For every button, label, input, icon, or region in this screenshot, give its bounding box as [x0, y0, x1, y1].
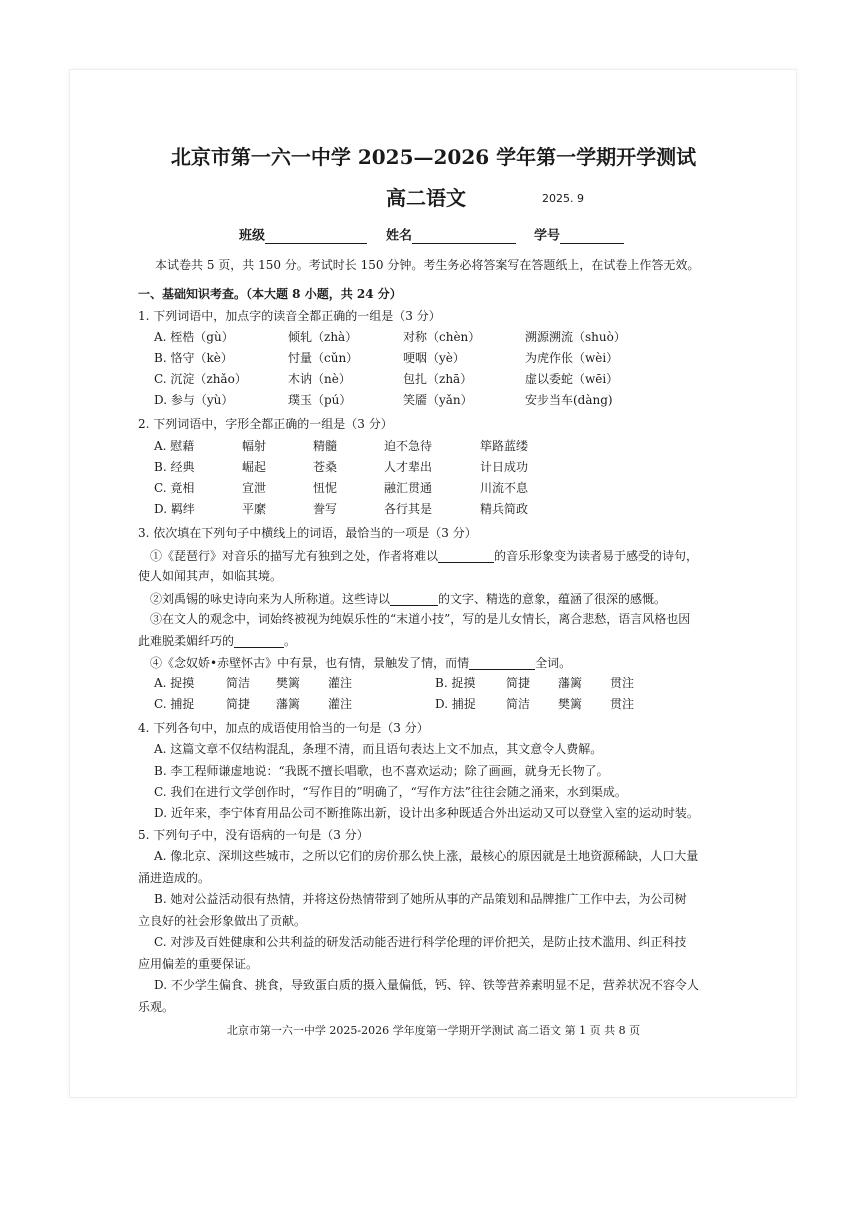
- q3-b-2: 简捷: [506, 676, 531, 690]
- q2-c-4: 融汇贯通: [384, 481, 433, 495]
- student-id-field: [534, 229, 624, 244]
- q5-option-d-cont: 乐观。: [138, 1000, 175, 1014]
- section-heading: 一、基础知识考查。（本大题 8 小题，共 24 分）: [138, 287, 402, 301]
- q2-d-5: 精兵简政: [480, 502, 529, 516]
- q5-option-a: A. 像北京、深圳这些城市，之所以它们的房价那么快上涨，最核心的原因就是土地资源稀缺，人口大量: [154, 849, 699, 863]
- q2-b-5: 计日成功: [480, 460, 529, 474]
- q1-a-4: 溯源溯流（shuò）: [525, 330, 626, 344]
- q3-d-3: 樊篱: [558, 697, 583, 711]
- q2-d-4: 各行其是: [384, 502, 433, 516]
- q5-option-a-cont: 涌进造成的。: [138, 871, 211, 885]
- q2-a-1: A. 慰藉: [154, 439, 195, 453]
- q3-a-3: 樊篱: [276, 676, 301, 690]
- q4-option-c: C. 我们在进行文学创作时，“写作目的”明确了，“写作方法”往往会随之涌来，水到渠成。: [154, 785, 627, 799]
- q2-c-3: 忸怩: [313, 481, 338, 495]
- q2-c-1: C. 竟相: [154, 481, 195, 495]
- subject-title: 高二语文: [386, 186, 466, 210]
- page-footer: 北京市第一六一中学 2025-2026 学年度第一学期开学测试 高二语文 第 1 页 共 8 页: [226, 1024, 641, 1037]
- q1-c-1: C. 沉淀（zhǎo）: [154, 372, 247, 386]
- q2-b-2: 崛起: [242, 460, 267, 474]
- class-label: 班级: [239, 228, 266, 244]
- q1-d-4: 安步当车(dàng): [525, 393, 613, 407]
- q2-b-4: 人才辈出: [384, 460, 433, 474]
- q5-stem: 5. 下列句子中，没有语病的一句是（3 分）: [138, 828, 369, 842]
- q1-stem: 1. 下列词语中，加点字的读音全都正确的一组是（3 分）: [138, 309, 441, 323]
- q5-option-b-cont: 立良好的社会形象做出了贡献。: [138, 914, 307, 928]
- q1-a-3: 对称（chèn）: [403, 330, 481, 344]
- id-label: 学号: [534, 228, 561, 244]
- instructions: 本试卷共 5 页，共 150 分。考试时长 150 分钟。考生务必将答案写在答题纸上，在试卷上作答无效。: [155, 258, 700, 272]
- q3-sentence-1-cont: 使人如闻其声，如临其境。: [138, 569, 283, 583]
- q2-c-5: 川流不息: [480, 481, 529, 495]
- q1-a-2: 倾轧（zhà）: [288, 330, 358, 344]
- q5-option-c: C. 对涉及百姓健康和公共利益的研发活动能否进行科学伦理的评价把关，是防止技术滥用、纠正科技: [154, 935, 687, 949]
- q3-c-1: C. 捕捉: [154, 697, 195, 711]
- id-blank[interactable]: [560, 229, 624, 244]
- q2-a-2: 幅射: [242, 439, 267, 453]
- q3-c-3: 藩篱: [276, 697, 301, 711]
- q3-c-2: 简捷: [226, 697, 251, 711]
- q1-d-1: D. 参与（yù）: [154, 393, 234, 407]
- q3-c-4: 灌注: [328, 697, 353, 711]
- q3-d-4: 贯注: [610, 697, 635, 711]
- name-blank[interactable]: [412, 229, 516, 244]
- name-label: 姓名: [386, 228, 413, 244]
- q3-sentence-1: ①《琵琶行》对音乐的描写尤有独到之处，作者将难以 的音乐形象变为读者易于感受的诗句，: [150, 548, 699, 563]
- q2-d-2: 平縻: [242, 502, 267, 516]
- q5-option-d: D. 不少学生偏食、挑食，导致蛋白质的摄入量偏低，钙、锌、铁等营养素明显不足，营养状况不容令人: [154, 978, 699, 992]
- q3-blank-4[interactable]: [469, 656, 535, 670]
- class-blank[interactable]: [265, 229, 367, 244]
- q3-blank-2[interactable]: [390, 592, 438, 606]
- q3-d-2: 简洁: [506, 697, 531, 711]
- q3-a-1: A. 捉摸: [154, 676, 195, 690]
- q1-c-2: 木讷（nè）: [288, 372, 351, 386]
- q2-c-2: 宣泄: [242, 481, 267, 495]
- q3-a-2: 简洁: [226, 676, 251, 690]
- q2-a-4: 迫不急待: [384, 439, 433, 453]
- q1-c-4: 虚以委蛇（wēi）: [525, 372, 619, 386]
- q4-option-b: B. 李工程师谦虚地说：“我既不擅长唱歌，也不喜欢运动；除了画画，就身无长物了。: [154, 764, 609, 778]
- q1-c-3: 包扎（zhā）: [403, 372, 473, 386]
- q3-sentence-3: ③在文人的观念中，词始终被视为纯娱乐性的“末道小技”，写的是儿女情长，离合悲愁，语言风格也因: [150, 612, 691, 626]
- q4-option-d: D. 近年来，李宁体育用品公司不断推陈出新，设计出多种既适合外出运动又可以登堂入室的运动时装。: [154, 806, 699, 820]
- q1-b-3: 哽咽（yè）: [403, 351, 465, 365]
- q5-option-c-cont: 应用偏差的重要保证。: [138, 957, 259, 971]
- q4-stem: 4. 下列各句中，加点的成语使用恰当的一句是（3 分）: [138, 721, 429, 735]
- q3-blank-3[interactable]: [234, 634, 284, 648]
- class-field: [239, 229, 367, 244]
- q2-a-5: 筚路蓝缕: [480, 439, 529, 453]
- q2-d-3: 誊写: [313, 502, 338, 516]
- q3-blank-1[interactable]: [438, 549, 494, 563]
- name-field: [386, 229, 516, 244]
- q3-sentence-4: ④《念奴娇•赤壁怀古》中有景，也有情，景触发了情，而情 全词。: [150, 655, 572, 670]
- q1-b-4: 为虎作伥（wèi）: [525, 351, 619, 365]
- q1-b-2: 忖量（cǔn）: [288, 351, 359, 365]
- q3-a-4: 灌注: [328, 676, 353, 690]
- q5-option-b: B. 她对公益活动很有热情，并将这份热情带到了她所从事的产品策划和品牌推广工作中去，为公司树: [154, 892, 687, 906]
- q3-b-3: 藩篱: [558, 676, 583, 690]
- q1-a-1: A. 桎梏（gù）: [154, 330, 234, 344]
- q3-sentence-3-cont: 此难脱柔媚纤巧的 。: [138, 633, 297, 648]
- q2-a-3: 精髓: [313, 439, 338, 453]
- q3-d-1: D. 捕捉: [435, 697, 476, 711]
- q2-b-3: 苍桑: [313, 460, 338, 474]
- q2-d-1: D. 羁绊: [154, 502, 195, 516]
- q2-b-1: B. 经典: [154, 460, 195, 474]
- q4-option-a: A. 这篇文章不仅结构混乱，条理不清，而且语句表达上文不加点，其文意令人费解。: [154, 742, 603, 756]
- q3-stem: 3. 依次填在下列句子中横线上的词语，最恰当的一项是（3 分）: [138, 526, 477, 540]
- q2-stem: 2. 下列词语中，字形全都正确的一组是（3 分）: [138, 417, 393, 431]
- q1-d-3: 笑靥（yǎn）: [403, 393, 473, 407]
- q1-b-1: B. 恪守（kè）: [154, 351, 233, 365]
- q1-d-2: 璞玉（pú）: [288, 393, 352, 407]
- exam-date: 2025. 9: [542, 192, 584, 205]
- q3-b-1: B. 捉摸: [435, 676, 476, 690]
- q3-b-4: 贯注: [610, 676, 635, 690]
- q3-sentence-2: ②刘禹锡的咏史诗向来为人所称道。这些诗以 的文字、精选的意象，蕴涵了很深的感慨。: [150, 591, 667, 606]
- exam-title: 北京市第一六一中学 2025—2026 学年第一学期开学测试: [170, 145, 697, 169]
